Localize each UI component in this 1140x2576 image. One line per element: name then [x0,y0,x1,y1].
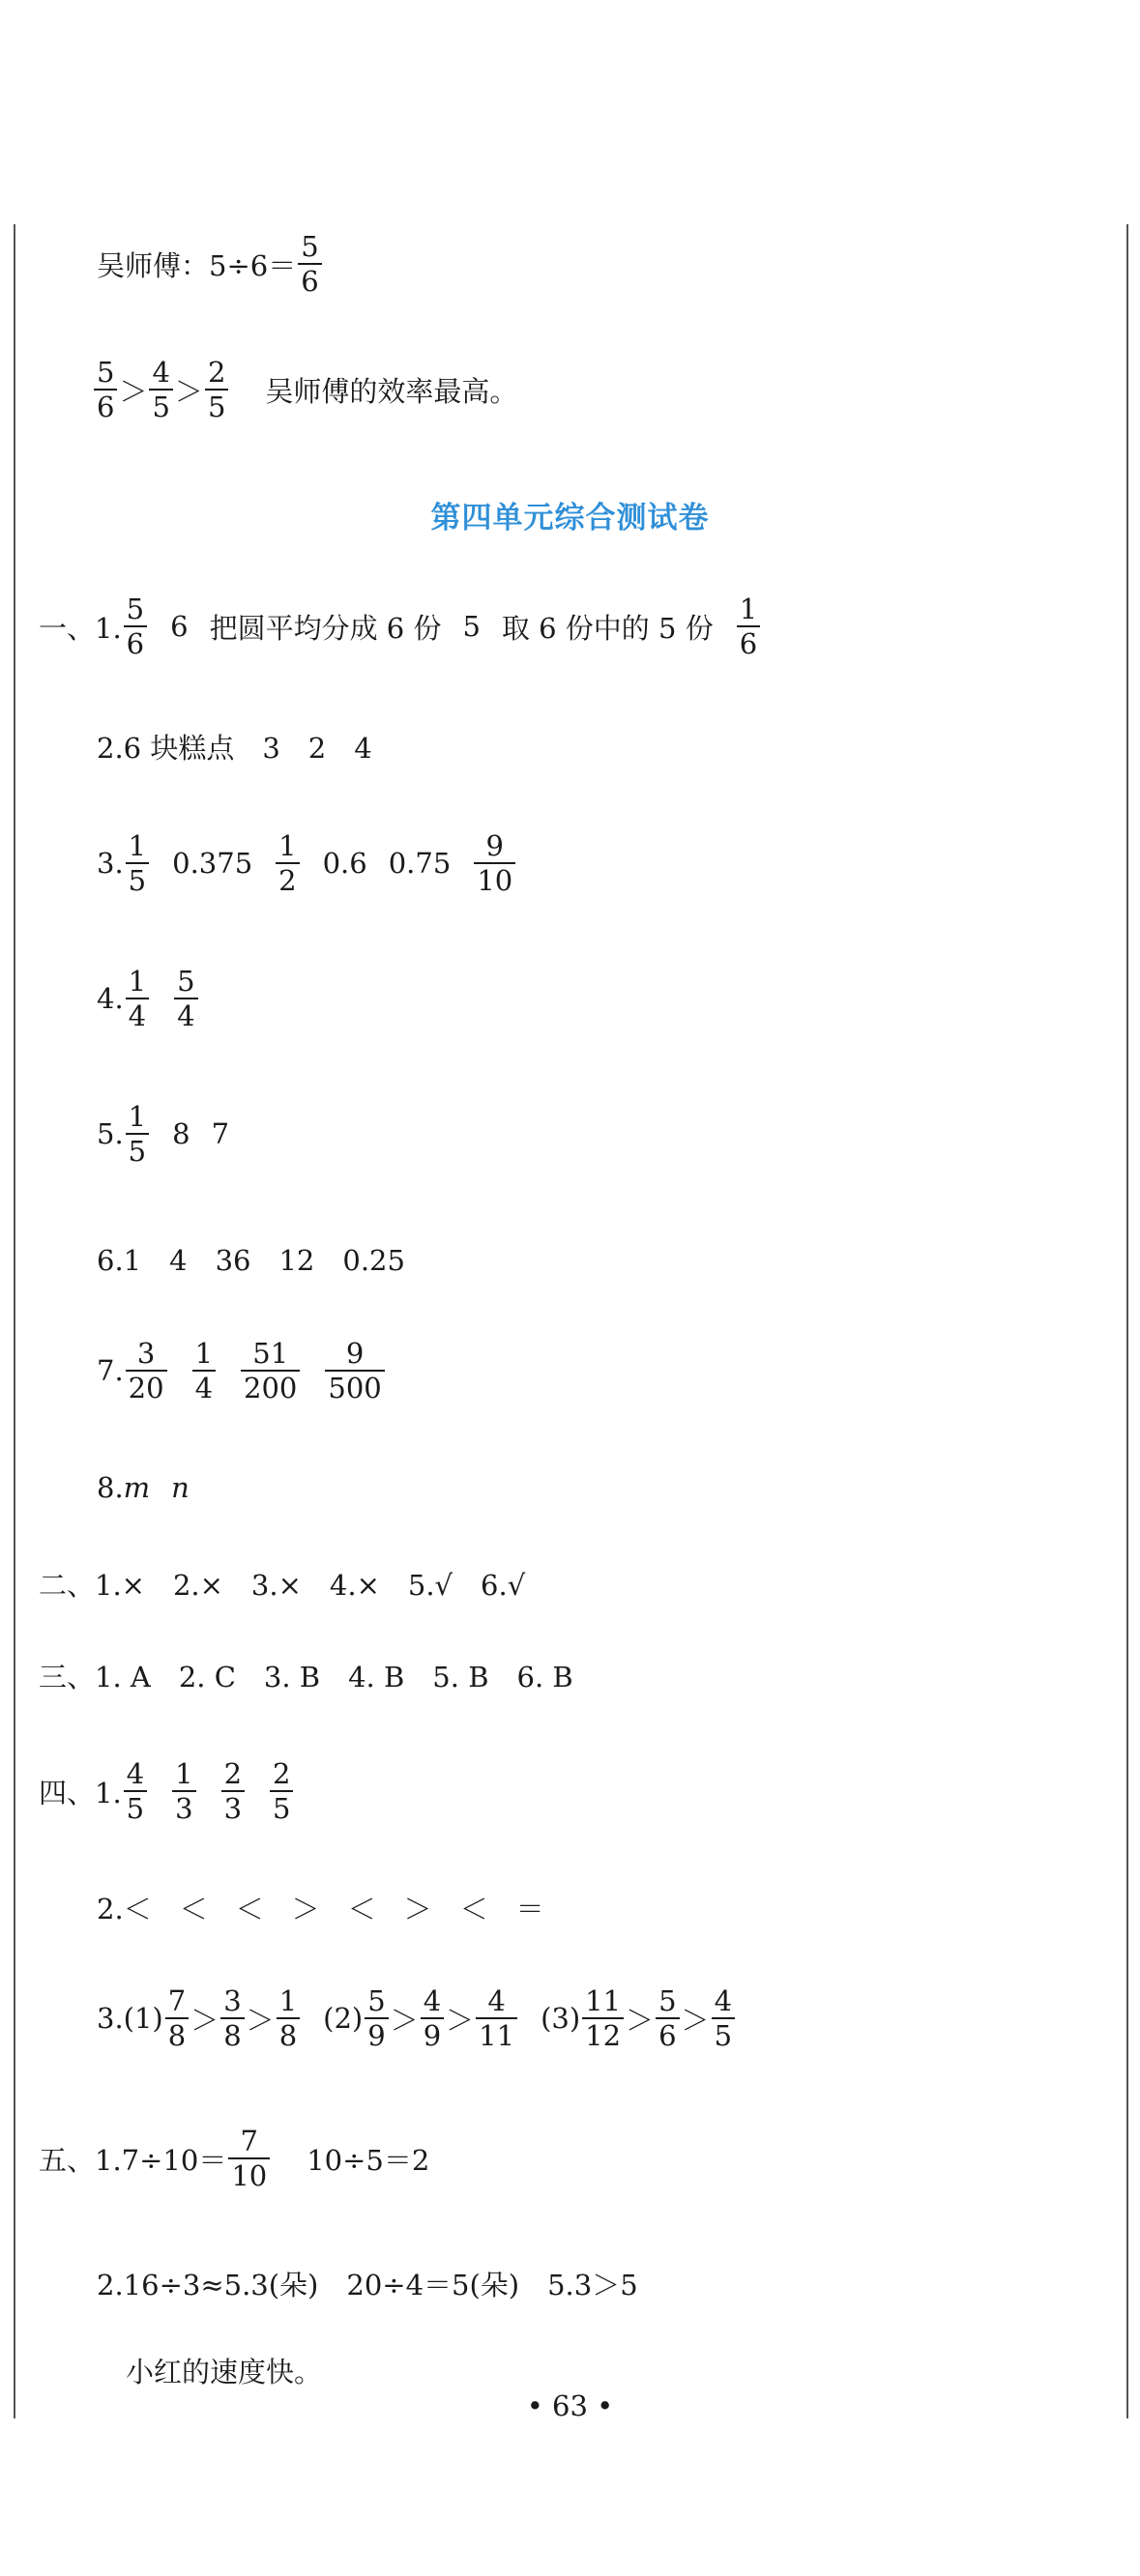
fraction: $\frac{1}{5}$ [126,831,149,896]
fraction: $\frac{2}{5}$ [270,1759,293,1824]
answer-five-2: 2.16÷3≈5.3(朵) 20÷4＝5(朵) 5.3＞5 [97,2269,638,2301]
fraction: $\frac{5}{6}$ [298,232,321,297]
fraction: $\frac{3}{8}$ [220,1986,244,2051]
intro-compare-line [92,358,517,422]
intro-wu-line [97,232,324,297]
fraction: $\frac{51}{200}$ [241,1339,300,1404]
answer-one-6: 6.1 4 36 12 0.25 [97,1244,405,1277]
answer-four-2: 2.＜ ＜ ＜ ＞ ＜ ＞ ＜ ＝ [97,1893,544,1925]
answer-one-4: 4. $\frac{1}{4}$ $\frac{5}{4}$ [97,967,200,1031]
answer-one-7: 7. $\frac{3}{20}$ $\frac{1}{4}$ $\frac{51}{200}$ $\frac{9}{500}$ [97,1339,387,1404]
gt-sign: ＞ [119,374,148,408]
fraction: $\frac{1}{2}$ [276,831,299,896]
fraction: $\frac{7}{8}$ [165,1986,189,2051]
fraction: $\frac{1}{4}$ [192,1339,216,1404]
answer-one-5: 5. $\frac{1}{5}$ 8 7 [97,1100,230,1169]
answer-four-1: 四、1. $\frac{4}{5}$ $\frac{1}{3}$ $\frac{2}{3}$ $\frac{2}{5}$ [39,1759,295,1824]
intro-conclusion: 吴师傅的效率最高。 [265,374,518,408]
fraction: $\frac{5}{6}$ [656,1986,679,2051]
answer-one-8: 8. m n [97,1471,190,1504]
fraction: $\frac{5}{9}$ [365,1986,388,2051]
answer-five-2-conclusion: 小红的速度快。 [126,2356,323,2388]
answer-four-3: 3.(1) $\frac{7}{8}$ ＞ $\frac{3}{8}$ ＞ $\frac{1}{8}$ (2) $\frac{5}{9}$ ＞ $\frac{4}{9}$ ＞ $\frac{4}{11}$ (3) $\frac{11}{12}$ ＞ $\frac{5}{6}$ ＞ $\frac{4}{5}$ [97,1986,737,2051]
right-margin-rule [1126,224,1128,2418]
answer-one-3: 3. $\frac{1}{5}$ 0.375 $\frac{1}{2}$ 0.6 0.75 $\frac{9}{10}$ [97,831,517,896]
left-margin-rule [14,224,15,2418]
answer-three: 三、1. A 2. C 3. B 4. B 5. B 6. B [39,1661,573,1693]
fraction: $\frac{4}{5}$ [149,358,172,422]
fraction: $\frac{5}{6}$ [124,594,147,659]
fraction: $\frac{4}{9}$ [421,1986,444,2051]
fraction: $\frac{9}{10}$ [474,831,515,896]
fraction: $\frac{2}{3}$ [221,1759,245,1824]
section-title: 第四单元综合测试卷 [430,501,710,535]
fraction: $\frac{5}{4}$ [174,967,197,1031]
fraction: $\frac{1}{8}$ [277,1986,300,2051]
fraction: $\frac{1}{5}$ [126,1102,149,1167]
intro-wu-label: 吴师傅：5÷6＝ [97,248,297,282]
fraction: $\frac{1}{3}$ [172,1759,195,1824]
fraction: $\frac{1}{6}$ [737,594,760,659]
gt-sign: ＞ [174,374,203,408]
answer-one-2: 2.6 块糕点 3 2 4 [97,732,372,765]
fraction: $\frac{7}{10}$ [228,2127,270,2191]
fraction: $\frac{1}{4}$ [126,967,149,1031]
page-number: • 63 • [526,2389,614,2422]
answer-two: 二、1.× 2.× 3.× 4.× 5.√ 6.√ [39,1569,526,1602]
answer-five-1: 五、1. 7÷10＝ $\frac{7}{10}$ 10÷5＝2 [39,2125,430,2193]
fraction: $\frac{3}{20}$ [126,1339,167,1404]
fraction: $\frac{4}{5}$ [712,1986,735,2051]
answer-one-1: 一、1. $\frac{5}{6}$ 6 把圆平均分成 6 份 5 取 6 份中的 5 份 $\frac{1}{6}$ [39,594,762,659]
fraction: $\frac{4}{5}$ [124,1759,147,1824]
fraction: $\frac{4}{11}$ [476,1986,517,2051]
fraction: $\frac{5}{6}$ [94,358,117,422]
fraction: $\frac{9}{500}$ [325,1339,384,1404]
fraction: $\frac{11}{12}$ [582,1986,624,2051]
fraction: $\frac{2}{5}$ [205,358,228,422]
